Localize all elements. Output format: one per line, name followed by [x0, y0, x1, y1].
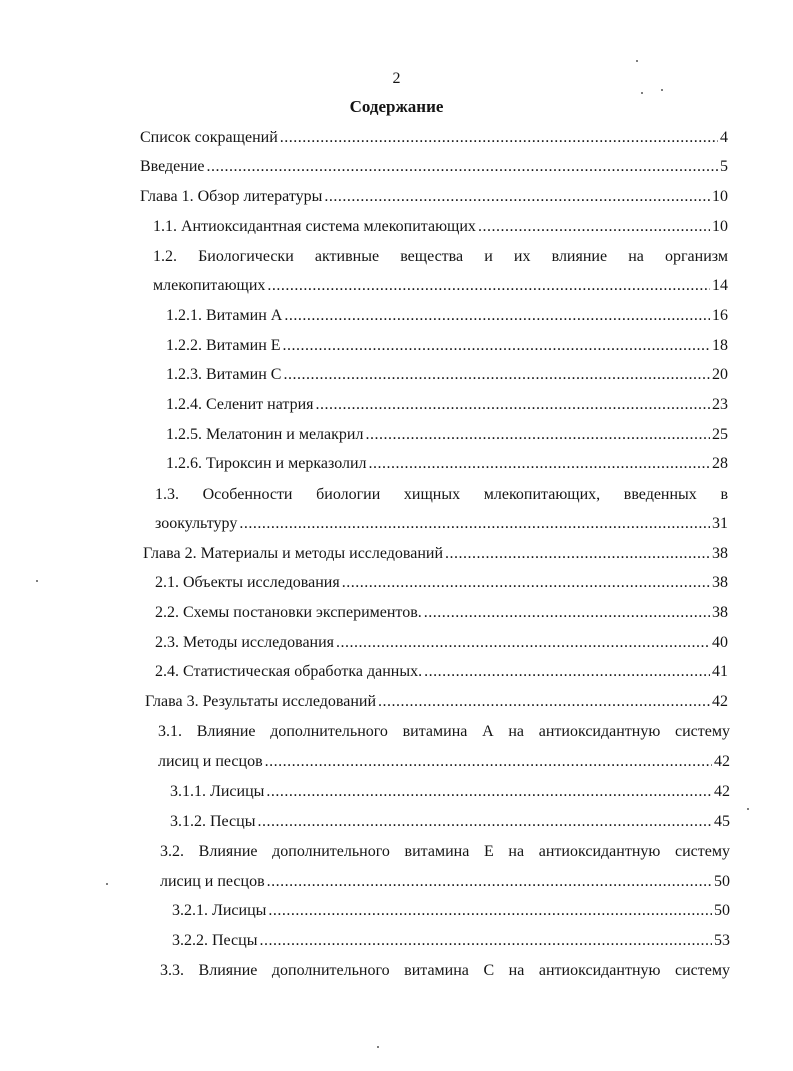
toc-entry-title: 3.1.1. Лисицы [170, 783, 265, 800]
toc-entry-title: 1.2.6. Тироксин и мерказолил [166, 455, 367, 472]
toc-entry [155, 632, 728, 654]
toc-entry-title: лисиц и песцов [160, 873, 265, 890]
toc-entry-title: Глава 1. Обзор литературы [140, 188, 323, 205]
toc-entry-line1: 3.3. Влияние дополнительного витамина С на антиоксидантную систему [160, 962, 730, 979]
toc-entry-page: 5 [720, 158, 728, 175]
scan-speck [636, 60, 638, 62]
toc-entry-page: 40 [712, 634, 728, 651]
toc-entry-title: Введение [140, 158, 205, 175]
toc-entry [160, 871, 730, 893]
toc-entry [166, 305, 728, 327]
toc-entry-page: 10 [712, 188, 728, 205]
toc-entry [166, 364, 728, 386]
toc-entry [140, 127, 728, 149]
toc-entry-title: 2.4. Статистическая обработка данных. [155, 663, 423, 680]
toc-entry-line1: 3.1. Влияние дополнительного витамина А на антиоксидантную систему [158, 723, 730, 740]
toc-entry-page: 42 [714, 783, 730, 800]
toc-entry-title: 3.2.1. Лисицы [172, 902, 267, 919]
toc-entry-page: 28 [712, 455, 728, 472]
toc-entry-page: 4 [720, 129, 728, 146]
page-number: 2 [392, 70, 401, 87]
toc-entry-page: 41 [712, 663, 728, 680]
scan-speck [747, 808, 749, 810]
toc-entry-page: 38 [712, 545, 728, 562]
toc-entry [153, 275, 728, 297]
toc-entry-title: млекопитающих [153, 277, 266, 294]
toc-entry-page: 16 [712, 307, 728, 324]
page-title: Содержание [349, 97, 444, 116]
toc-entry-title: 1.2.4. Селенит натрия [166, 396, 314, 413]
scan-speck [377, 1046, 379, 1048]
toc-entry-title: лисиц и песцов [158, 753, 263, 770]
toc-entry [155, 661, 728, 683]
toc-entry [153, 216, 728, 238]
toc-entry-line1: 3.2. Влияние дополнительного витамина Е на антиоксидантную систему [160, 843, 730, 860]
toc-entry-line1: 1.2. Биологически активные вещества и их влияние на организм [153, 248, 728, 265]
toc-entry-page: 38 [712, 604, 728, 621]
toc-entry-page: 42 [712, 693, 728, 710]
toc-entry-page: 50 [714, 873, 730, 890]
toc-entry [140, 186, 728, 208]
toc-entry [166, 394, 728, 416]
toc-entry-page: 18 [712, 337, 728, 354]
toc-entry-title: Глава 3. Результаты исследований [145, 693, 377, 710]
toc-entry-page: 10 [712, 218, 728, 235]
toc-entry-page: 45 [714, 813, 730, 830]
toc-entry [170, 781, 730, 803]
toc-entry-title: 3.2.2. Песцы [172, 932, 258, 949]
scan-speck [661, 89, 663, 91]
toc-entry-page: 20 [712, 366, 728, 383]
toc-entry-title: 2.3. Методы исследования [155, 634, 335, 651]
toc-entry-title: 1.2.3. Витамин С [166, 366, 282, 383]
toc-entry-title: Глава 2. Материалы и методы исследований [143, 545, 444, 562]
toc-entry-page: 23 [712, 396, 728, 413]
toc-entry-page: 42 [714, 753, 730, 770]
toc-entry-page: 25 [712, 426, 728, 443]
toc-entry [155, 513, 728, 535]
toc-entry [155, 572, 728, 594]
toc-entry-page: 53 [714, 932, 730, 949]
toc-entry-page: 31 [712, 515, 728, 532]
toc-entry-title: Список сокращений [140, 129, 278, 146]
scan-speck [641, 92, 643, 94]
toc-entry-line1: 1.3. Особенности биологии хищных млекопитающих, введенных в [155, 486, 728, 503]
toc-entry [166, 335, 728, 357]
toc-entry [155, 602, 728, 624]
toc-entry-title: 1.2.1. Витамин А [166, 307, 283, 324]
toc-entry-title: 1.2.2. Витамин Е [166, 337, 281, 354]
toc-entry [158, 751, 730, 773]
toc-entry [145, 691, 728, 713]
toc-entry-page: 38 [712, 574, 728, 591]
toc-entry [166, 453, 728, 475]
toc-entry-title: зоокультуру [155, 515, 238, 532]
scan-speck [106, 883, 108, 885]
toc-entry [140, 156, 728, 178]
toc-entry [172, 900, 730, 922]
toc-entry [143, 543, 728, 565]
scan-speck [36, 580, 38, 582]
toc-entry-title: 1.1. Антиоксидантная система млекопитающих [153, 218, 476, 235]
toc-entry-title: 1.2.5. Мелатонин и мелакрил [166, 426, 364, 443]
toc-entry-title: 3.1.2. Песцы [170, 813, 256, 830]
toc-entry-page: 14 [712, 277, 728, 294]
toc-entry-page: 50 [714, 902, 730, 919]
toc-entry-title: 2.2. Схемы постановки экспериментов. [155, 604, 422, 621]
toc-entry-title: 2.1. Объекты исследования [155, 574, 340, 591]
toc-entry [170, 811, 730, 833]
toc-entry [172, 930, 730, 952]
toc-entry [166, 424, 728, 446]
